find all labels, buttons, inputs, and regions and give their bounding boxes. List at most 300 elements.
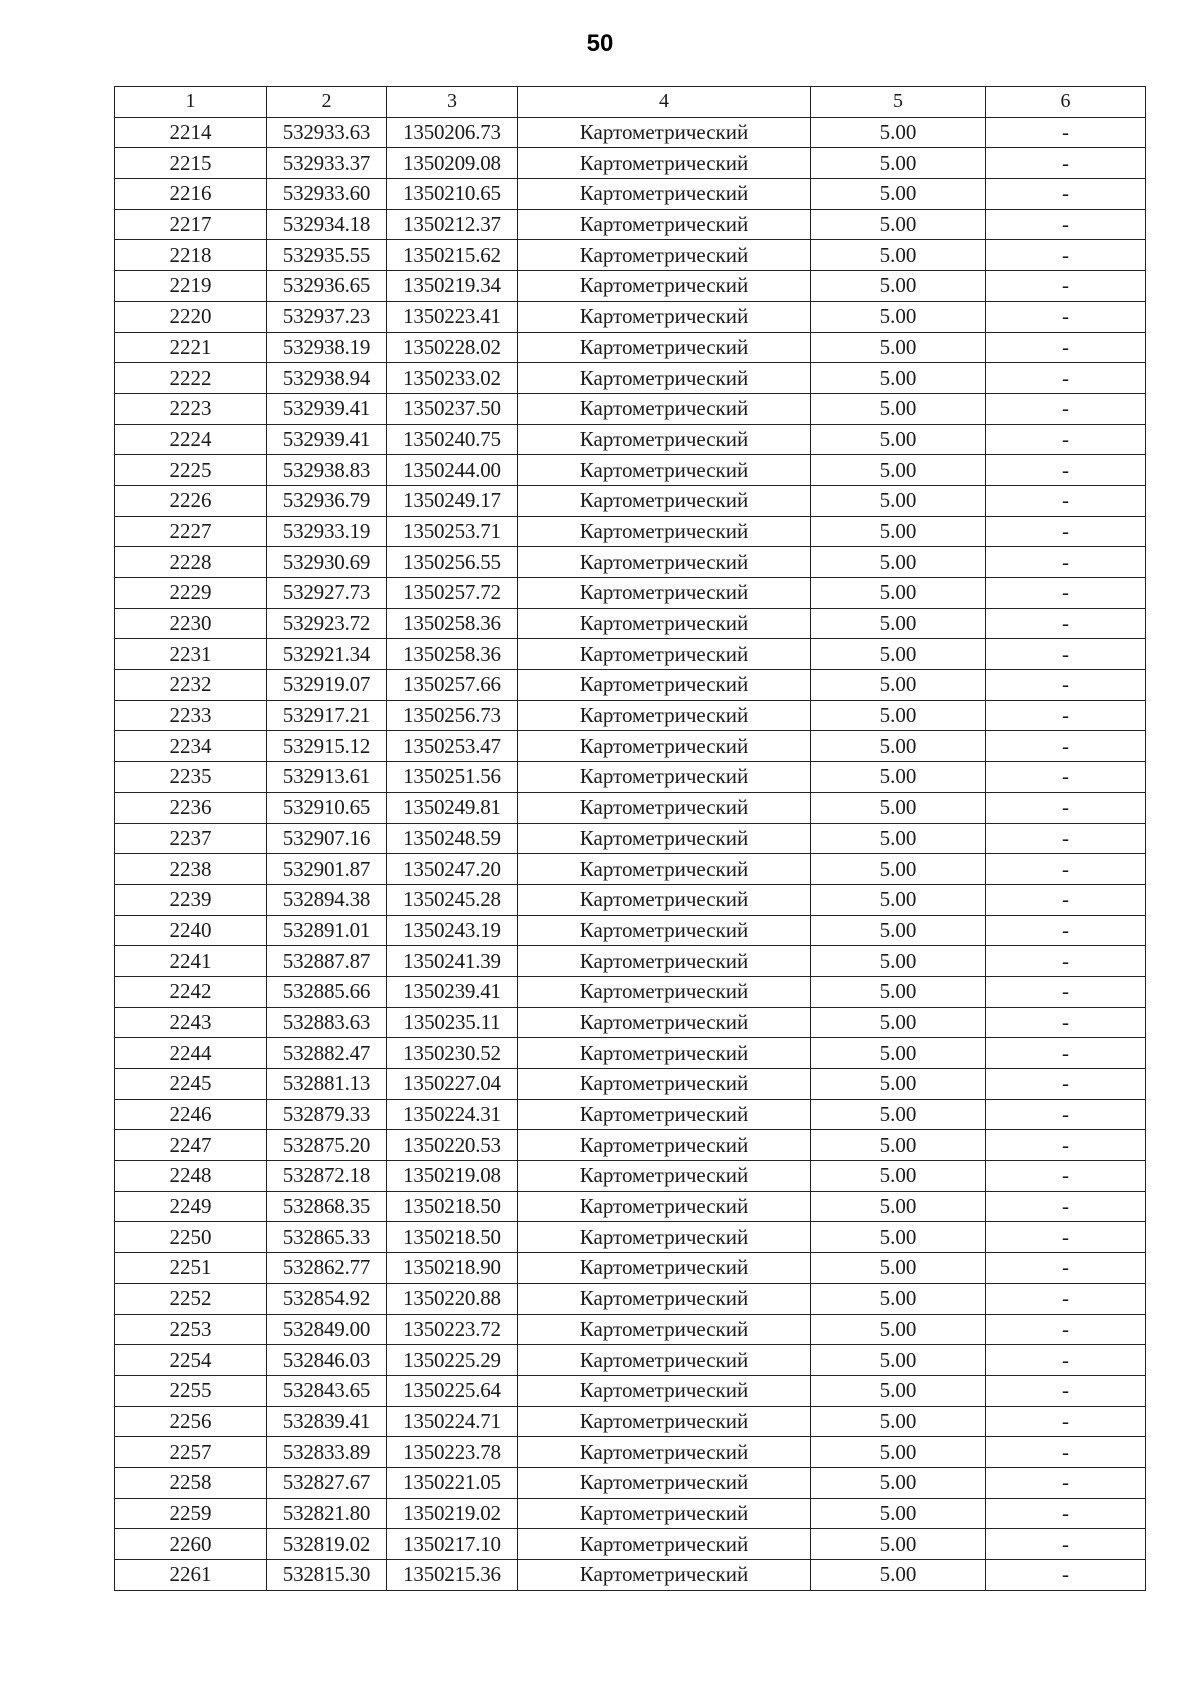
x-coordinate-cell: 532819.02: [267, 1529, 387, 1560]
note-cell: -: [986, 1437, 1146, 1468]
point-number-cell: 2249: [115, 1191, 267, 1222]
y-coordinate-cell: 1350209.08: [387, 148, 518, 179]
point-number-cell: 2255: [115, 1375, 267, 1406]
x-coordinate-cell: 532930.69: [267, 547, 387, 578]
accuracy-cell: 5.00: [811, 823, 986, 854]
method-cell: Картометрический: [518, 1560, 811, 1591]
accuracy-cell: 5.00: [811, 1283, 986, 1314]
method-cell: Картометрический: [518, 1099, 811, 1130]
table-row: [115, 915, 1146, 946]
y-coordinate-cell: 1350217.10: [387, 1529, 518, 1560]
method-cell: Картометрический: [518, 1375, 811, 1406]
accuracy-cell: 5.00: [811, 1130, 986, 1161]
x-coordinate-cell: 532821.80: [267, 1498, 387, 1529]
point-number-cell: 2251: [115, 1253, 267, 1284]
note-cell: -: [986, 792, 1146, 823]
point-number-cell: 2257: [115, 1437, 267, 1468]
table-row: [115, 700, 1146, 731]
table-row: [115, 393, 1146, 424]
accuracy-cell: 5.00: [811, 301, 986, 332]
accuracy-cell: 5.00: [811, 670, 986, 701]
point-number-cell: 2229: [115, 578, 267, 609]
table-row: [115, 1375, 1146, 1406]
x-coordinate-cell: 532883.63: [267, 1007, 387, 1038]
note-cell: -: [986, 946, 1146, 977]
x-coordinate-cell: 532865.33: [267, 1222, 387, 1253]
y-coordinate-cell: 1350210.65: [387, 179, 518, 210]
table-row: [115, 1467, 1146, 1498]
point-number-cell: 2214: [115, 117, 267, 148]
page-number: 50: [586, 30, 614, 57]
point-number-cell: 2258: [115, 1467, 267, 1498]
x-coordinate-cell: 532887.87: [267, 946, 387, 977]
note-cell: -: [986, 639, 1146, 670]
accuracy-cell: 5.00: [811, 1069, 986, 1100]
method-cell: Картометрический: [518, 393, 811, 424]
accuracy-cell: 5.00: [811, 976, 986, 1007]
note-cell: -: [986, 516, 1146, 547]
x-coordinate-cell: 532901.87: [267, 854, 387, 885]
y-coordinate-cell: 1350219.34: [387, 271, 518, 302]
accuracy-cell: 5.00: [811, 485, 986, 516]
point-number-cell: 2215: [115, 148, 267, 179]
table-row: [115, 1161, 1146, 1192]
y-coordinate-cell: 1350237.50: [387, 393, 518, 424]
x-coordinate-cell: 532937.23: [267, 301, 387, 332]
x-coordinate-cell: 532936.65: [267, 271, 387, 302]
method-cell: Картометрический: [518, 1529, 811, 1560]
x-coordinate-cell: 532935.55: [267, 240, 387, 271]
note-cell: -: [986, 485, 1146, 516]
y-coordinate-cell: 1350218.50: [387, 1222, 518, 1253]
table-row: [115, 762, 1146, 793]
method-cell: Картометрический: [518, 639, 811, 670]
method-cell: Картометрический: [518, 117, 811, 148]
column-header: 5: [811, 87, 986, 118]
note-cell: -: [986, 1222, 1146, 1253]
method-cell: Картометрический: [518, 1406, 811, 1437]
note-cell: -: [986, 455, 1146, 486]
accuracy-cell: 5.00: [811, 179, 986, 210]
accuracy-cell: 5.00: [811, 209, 986, 240]
method-cell: Картометрический: [518, 1437, 811, 1468]
table-row: [115, 455, 1146, 486]
accuracy-cell: 5.00: [811, 792, 986, 823]
table-row: [115, 516, 1146, 547]
y-coordinate-cell: 1350215.36: [387, 1560, 518, 1591]
method-cell: Картометрический: [518, 1161, 811, 1192]
y-coordinate-cell: 1350206.73: [387, 117, 518, 148]
note-cell: -: [986, 915, 1146, 946]
method-cell: Картометрический: [518, 854, 811, 885]
x-coordinate-cell: 532939.41: [267, 393, 387, 424]
y-coordinate-cell: 1350253.71: [387, 516, 518, 547]
x-coordinate-cell: 532933.63: [267, 117, 387, 148]
method-cell: Картометрический: [518, 547, 811, 578]
point-number-cell: 2252: [115, 1283, 267, 1314]
x-coordinate-cell: 532919.07: [267, 670, 387, 701]
y-coordinate-cell: 1350257.72: [387, 578, 518, 609]
y-coordinate-cell: 1350249.81: [387, 792, 518, 823]
x-coordinate-cell: 532843.65: [267, 1375, 387, 1406]
table-row: [115, 1529, 1146, 1560]
table-row: [115, 792, 1146, 823]
point-number-cell: 2254: [115, 1345, 267, 1376]
point-number-cell: 2220: [115, 301, 267, 332]
table-row: [115, 179, 1146, 210]
table-row: [115, 1560, 1146, 1591]
method-cell: Картометрический: [518, 1130, 811, 1161]
y-coordinate-cell: 1350224.71: [387, 1406, 518, 1437]
accuracy-cell: 5.00: [811, 393, 986, 424]
method-cell: Картометрический: [518, 424, 811, 455]
method-cell: Картометрический: [518, 148, 811, 179]
note-cell: -: [986, 1253, 1146, 1284]
table-row: [115, 485, 1146, 516]
y-coordinate-cell: 1350224.31: [387, 1099, 518, 1130]
note-cell: -: [986, 332, 1146, 363]
table-row: [115, 240, 1146, 271]
method-cell: Картометрический: [518, 363, 811, 394]
y-coordinate-cell: 1350225.64: [387, 1375, 518, 1406]
note-cell: -: [986, 1314, 1146, 1345]
accuracy-cell: 5.00: [811, 1529, 986, 1560]
point-number-cell: 2224: [115, 424, 267, 455]
x-coordinate-cell: 532881.13: [267, 1069, 387, 1100]
point-number-cell: 2228: [115, 547, 267, 578]
x-coordinate-cell: 532936.79: [267, 485, 387, 516]
accuracy-cell: 5.00: [811, 1222, 986, 1253]
coordinates-table: [114, 86, 1146, 1591]
accuracy-cell: 5.00: [811, 117, 986, 148]
x-coordinate-cell: 532934.18: [267, 209, 387, 240]
point-number-cell: 2261: [115, 1560, 267, 1591]
y-coordinate-cell: 1350218.50: [387, 1191, 518, 1222]
table-row: [115, 1130, 1146, 1161]
point-number-cell: 2242: [115, 976, 267, 1007]
accuracy-cell: 5.00: [811, 1406, 986, 1437]
note-cell: -: [986, 1283, 1146, 1314]
point-number-cell: 2230: [115, 608, 267, 639]
method-cell: Картометрический: [518, 455, 811, 486]
y-coordinate-cell: 1350245.28: [387, 884, 518, 915]
note-cell: -: [986, 1191, 1146, 1222]
table-row: [115, 976, 1146, 1007]
point-number-cell: 2256: [115, 1406, 267, 1437]
accuracy-cell: 5.00: [811, 1191, 986, 1222]
table-row: [115, 1498, 1146, 1529]
accuracy-cell: 5.00: [811, 271, 986, 302]
table-row: [115, 731, 1146, 762]
method-cell: Картометрический: [518, 516, 811, 547]
point-number-cell: 2216: [115, 179, 267, 210]
y-coordinate-cell: 1350256.73: [387, 700, 518, 731]
x-coordinate-cell: 532827.67: [267, 1467, 387, 1498]
method-cell: Картометрический: [518, 179, 811, 210]
method-cell: Картометрический: [518, 823, 811, 854]
column-header: 2: [267, 87, 387, 118]
note-cell: -: [986, 976, 1146, 1007]
note-cell: -: [986, 1038, 1146, 1069]
y-coordinate-cell: 1350241.39: [387, 946, 518, 977]
table-row: [115, 547, 1146, 578]
method-cell: Картометрический: [518, 578, 811, 609]
x-coordinate-cell: 532915.12: [267, 731, 387, 762]
table-row: [115, 1437, 1146, 1468]
method-cell: Картометрический: [518, 271, 811, 302]
x-coordinate-cell: 532913.61: [267, 762, 387, 793]
point-number-cell: 2233: [115, 700, 267, 731]
y-coordinate-cell: 1350243.19: [387, 915, 518, 946]
note-cell: -: [986, 1099, 1146, 1130]
table-row: [115, 1314, 1146, 1345]
method-cell: Картометрический: [518, 976, 811, 1007]
table-row: [115, 884, 1146, 915]
point-number-cell: 2219: [115, 271, 267, 302]
y-coordinate-cell: 1350233.02: [387, 363, 518, 394]
point-number-cell: 2241: [115, 946, 267, 977]
x-coordinate-cell: 532891.01: [267, 915, 387, 946]
x-coordinate-cell: 532938.83: [267, 455, 387, 486]
note-cell: -: [986, 424, 1146, 455]
table-body: [115, 117, 1146, 1590]
point-number-cell: 2222: [115, 363, 267, 394]
point-number-cell: 2235: [115, 762, 267, 793]
method-cell: Картометрический: [518, 1498, 811, 1529]
note-cell: -: [986, 271, 1146, 302]
accuracy-cell: 5.00: [811, 455, 986, 486]
y-coordinate-cell: 1350258.36: [387, 608, 518, 639]
point-number-cell: 2244: [115, 1038, 267, 1069]
table-header-row: [115, 87, 1146, 118]
method-cell: Картометрический: [518, 884, 811, 915]
accuracy-cell: 5.00: [811, 424, 986, 455]
method-cell: Картометрический: [518, 946, 811, 977]
note-cell: -: [986, 1560, 1146, 1591]
note-cell: -: [986, 1007, 1146, 1038]
table-row: [115, 1099, 1146, 1130]
x-coordinate-cell: 532846.03: [267, 1345, 387, 1376]
accuracy-cell: 5.00: [811, 1314, 986, 1345]
note-cell: -: [986, 240, 1146, 271]
x-coordinate-cell: 532938.94: [267, 363, 387, 394]
y-coordinate-cell: 1350221.05: [387, 1467, 518, 1498]
y-coordinate-cell: 1350220.53: [387, 1130, 518, 1161]
table-row: [115, 301, 1146, 332]
accuracy-cell: 5.00: [811, 1498, 986, 1529]
table-row: [115, 424, 1146, 455]
x-coordinate-cell: 532933.37: [267, 148, 387, 179]
y-coordinate-cell: 1350251.56: [387, 762, 518, 793]
x-coordinate-cell: 532927.73: [267, 578, 387, 609]
method-cell: Картометрический: [518, 301, 811, 332]
accuracy-cell: 5.00: [811, 1467, 986, 1498]
accuracy-cell: 5.00: [811, 1253, 986, 1284]
point-number-cell: 2226: [115, 485, 267, 516]
note-cell: -: [986, 731, 1146, 762]
point-number-cell: 2239: [115, 884, 267, 915]
table-row: [115, 608, 1146, 639]
y-coordinate-cell: 1350230.52: [387, 1038, 518, 1069]
column-header: 1: [115, 87, 267, 118]
x-coordinate-cell: 532933.19: [267, 516, 387, 547]
point-number-cell: 2227: [115, 516, 267, 547]
table-row: [115, 1038, 1146, 1069]
point-number-cell: 2234: [115, 731, 267, 762]
accuracy-cell: 5.00: [811, 700, 986, 731]
point-number-cell: 2236: [115, 792, 267, 823]
y-coordinate-cell: 1350227.04: [387, 1069, 518, 1100]
table-row: [115, 1406, 1146, 1437]
x-coordinate-cell: 532833.89: [267, 1437, 387, 1468]
note-cell: -: [986, 1498, 1146, 1529]
y-coordinate-cell: 1350228.02: [387, 332, 518, 363]
point-number-cell: 2231: [115, 639, 267, 670]
point-number-cell: 2243: [115, 1007, 267, 1038]
note-cell: -: [986, 179, 1146, 210]
method-cell: Картометрический: [518, 1253, 811, 1284]
table-row: [115, 578, 1146, 609]
note-cell: -: [986, 1130, 1146, 1161]
y-coordinate-cell: 1350223.72: [387, 1314, 518, 1345]
note-cell: -: [986, 854, 1146, 885]
accuracy-cell: 5.00: [811, 332, 986, 363]
method-cell: Картометрический: [518, 792, 811, 823]
y-coordinate-cell: 1350219.08: [387, 1161, 518, 1192]
point-number-cell: 2250: [115, 1222, 267, 1253]
method-cell: Картометрический: [518, 332, 811, 363]
table-row: [115, 946, 1146, 977]
method-cell: Картометрический: [518, 700, 811, 731]
note-cell: -: [986, 148, 1146, 179]
method-cell: Картометрический: [518, 485, 811, 516]
table-row: [115, 271, 1146, 302]
table-row: [115, 363, 1146, 394]
y-coordinate-cell: 1350218.90: [387, 1253, 518, 1284]
point-number-cell: 2218: [115, 240, 267, 271]
point-number-cell: 2237: [115, 823, 267, 854]
x-coordinate-cell: 532872.18: [267, 1161, 387, 1192]
table-row: [115, 209, 1146, 240]
method-cell: Картометрический: [518, 1345, 811, 1376]
accuracy-cell: 5.00: [811, 608, 986, 639]
method-cell: Картометрический: [518, 1467, 811, 1498]
x-coordinate-cell: 532939.41: [267, 424, 387, 455]
point-number-cell: 2245: [115, 1069, 267, 1100]
x-coordinate-cell: 532910.65: [267, 792, 387, 823]
method-cell: Картометрический: [518, 209, 811, 240]
table-row: [115, 1222, 1146, 1253]
note-cell: -: [986, 547, 1146, 578]
accuracy-cell: 5.00: [811, 516, 986, 547]
point-number-cell: 2221: [115, 332, 267, 363]
point-number-cell: 2238: [115, 854, 267, 885]
accuracy-cell: 5.00: [811, 363, 986, 394]
x-coordinate-cell: 532923.72: [267, 608, 387, 639]
x-coordinate-cell: 532875.20: [267, 1130, 387, 1161]
note-cell: -: [986, 578, 1146, 609]
note-cell: -: [986, 1345, 1146, 1376]
column-header: 3: [387, 87, 518, 118]
accuracy-cell: 5.00: [811, 946, 986, 977]
accuracy-cell: 5.00: [811, 1161, 986, 1192]
table-row: [115, 1069, 1146, 1100]
point-number-cell: 2246: [115, 1099, 267, 1130]
accuracy-cell: 5.00: [811, 1437, 986, 1468]
y-coordinate-cell: 1350247.20: [387, 854, 518, 885]
table-row: [115, 117, 1146, 148]
point-number-cell: 2248: [115, 1161, 267, 1192]
y-coordinate-cell: 1350225.29: [387, 1345, 518, 1376]
note-cell: -: [986, 393, 1146, 424]
point-number-cell: 2240: [115, 915, 267, 946]
y-coordinate-cell: 1350219.02: [387, 1498, 518, 1529]
accuracy-cell: 5.00: [811, 915, 986, 946]
x-coordinate-cell: 532921.34: [267, 639, 387, 670]
x-coordinate-cell: 532849.00: [267, 1314, 387, 1345]
point-number-cell: 2223: [115, 393, 267, 424]
column-header: 6: [986, 87, 1146, 118]
accuracy-cell: 5.00: [811, 762, 986, 793]
y-coordinate-cell: 1350249.17: [387, 485, 518, 516]
note-cell: -: [986, 301, 1146, 332]
table-row: [115, 823, 1146, 854]
point-number-cell: 2260: [115, 1529, 267, 1560]
accuracy-cell: 5.00: [811, 1345, 986, 1376]
y-coordinate-cell: 1350220.88: [387, 1283, 518, 1314]
point-number-cell: 2232: [115, 670, 267, 701]
x-coordinate-cell: 532879.33: [267, 1099, 387, 1130]
note-cell: -: [986, 209, 1146, 240]
x-coordinate-cell: 532907.16: [267, 823, 387, 854]
note-cell: -: [986, 700, 1146, 731]
accuracy-cell: 5.00: [811, 578, 986, 609]
accuracy-cell: 5.00: [811, 1560, 986, 1591]
method-cell: Картометрический: [518, 1007, 811, 1038]
y-coordinate-cell: 1350253.47: [387, 731, 518, 762]
point-number-cell: 2247: [115, 1130, 267, 1161]
note-cell: -: [986, 884, 1146, 915]
x-coordinate-cell: 532917.21: [267, 700, 387, 731]
point-number-cell: 2225: [115, 455, 267, 486]
table-row: [115, 1345, 1146, 1376]
note-cell: -: [986, 762, 1146, 793]
x-coordinate-cell: 532894.38: [267, 884, 387, 915]
note-cell: -: [986, 363, 1146, 394]
point-number-cell: 2259: [115, 1498, 267, 1529]
x-coordinate-cell: 532862.77: [267, 1253, 387, 1284]
y-coordinate-cell: 1350257.66: [387, 670, 518, 701]
method-cell: Картометрический: [518, 1314, 811, 1345]
note-cell: -: [986, 1529, 1146, 1560]
note-cell: -: [986, 823, 1146, 854]
table-row: [115, 1191, 1146, 1222]
point-number-cell: 2253: [115, 1314, 267, 1345]
accuracy-cell: 5.00: [811, 639, 986, 670]
note-cell: -: [986, 1406, 1146, 1437]
y-coordinate-cell: 1350212.37: [387, 209, 518, 240]
accuracy-cell: 5.00: [811, 547, 986, 578]
accuracy-cell: 5.00: [811, 854, 986, 885]
method-cell: Картометрический: [518, 608, 811, 639]
table-row: [115, 1283, 1146, 1314]
x-coordinate-cell: 532938.19: [267, 332, 387, 363]
method-cell: Картометрический: [518, 915, 811, 946]
method-cell: Картометрический: [518, 240, 811, 271]
table-row: [115, 1253, 1146, 1284]
x-coordinate-cell: 532933.60: [267, 179, 387, 210]
x-coordinate-cell: 532885.66: [267, 976, 387, 1007]
